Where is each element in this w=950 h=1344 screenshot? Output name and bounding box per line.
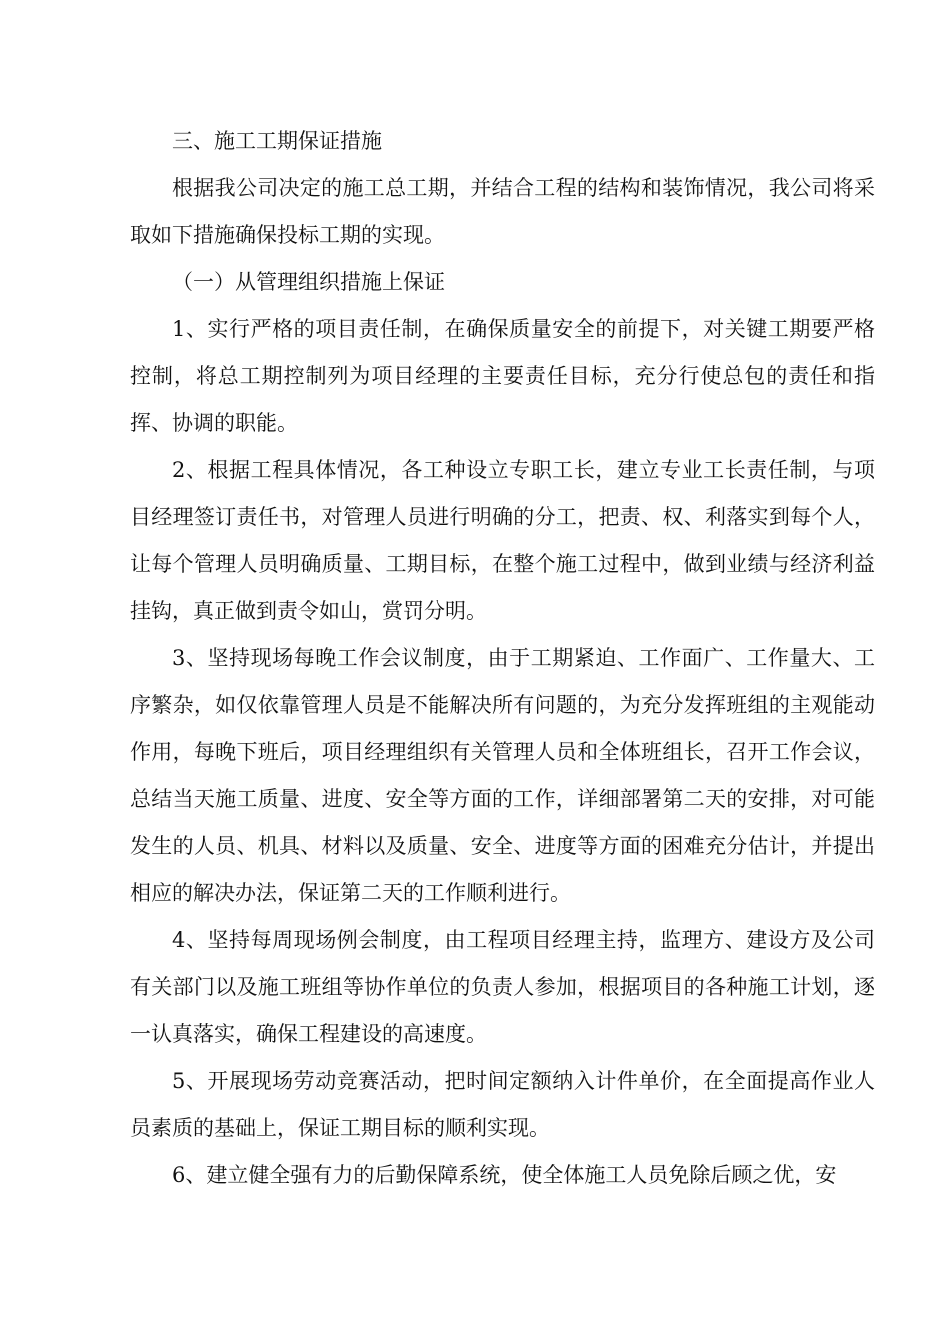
list-item-5: 5、开展现场劳动竞赛活动，把时间定额纳入计件单价，在全面提高作业人员素质的基础上，保证工期目标的顺利实现。 [130, 1069, 875, 1140]
list-item-6: 6、建立健全强有力的后勤保障系统，使全体施工人员免除后顾之优，安 [172, 1163, 837, 1187]
section-heading: 三、施工工期保证措施 [172, 129, 382, 153]
document-body [130, 118, 875, 1199]
subsection-heading: （一）从管理组织措施上保证 [172, 270, 445, 294]
intro-paragraph: 根据我公司决定的施工总工期，并结合工程的结构和装饰情况，我公司将采取如下措施确保投标工期的实现。 [130, 176, 875, 247]
list-item-3: 3、坚持现场每晚工作会议制度，由于工期紧迫、工作面广、工作量大、工序繁杂，如仅依靠管理人员是不能解决所有问题的，为充分发挥班组的主观能动作用，每晚下班后，项目经理组织有关管理人员和全体班组长，召开工作会议，总结当天施工质量、进度、安全等方面的工作，详细部署第二天的安排，对可能发生的人员、机具、材料以及质量、安全、进度等方面的困难充分估计，并提出相应的解决办法，保证第二天的工作顺利进行。 [130, 646, 875, 905]
list-item-4: 4、坚持每周现场例会制度，由工程项目经理主持，监理方、建设方及公司有关部门以及施工班组等协作单位的负责人参加，根据项目的各种施工计划，逐一认真落实，确保工程建设的高速度。 [130, 928, 875, 1046]
list-item-1: 1、实行严格的项目责任制，在确保质量安全的前提下，对关键工期要严格控制，将总工期控制列为项目经理的主要责任目标，充分行使总包的责任和指挥、协调的职能。 [130, 317, 875, 435]
list-item-2: 2、根据工程具体情况，各工种设立专职工长，建立专业工长责任制，与项目经理签订责任书，对管理人员进行明确的分工，把责、权、利落实到每个人，让每个管理人员明确质量、工期目标，在整个施工过程中，做到业绩与经济利益挂钩，真正做到责令如山，赏罚分明。 [130, 458, 875, 623]
